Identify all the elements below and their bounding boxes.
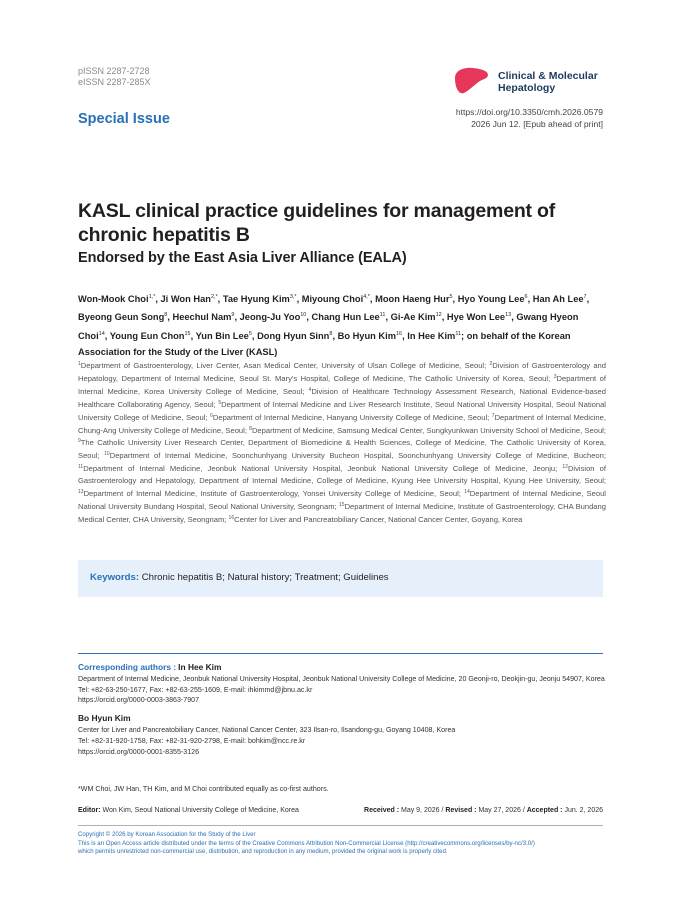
pissn: pISSN 2287-2728: [78, 66, 150, 76]
affiliation-text: Division of Gastroenterology and Hepatology, Department of Internal Medicine, Seoul St. Mary's Hospital, College of Medicine, The Catholic University of Korea, Seoul;: [78, 361, 606, 383]
author-affil-sup: 12: [435, 312, 442, 319]
affiliations: [78, 359, 606, 526]
corresponding-contact-2: Tel: +82-31-920-1758, Fax: +82-31-920-2798, E-mail: bohkim@ncc.re.kr: [78, 736, 306, 745]
affiliation-number: 16: [228, 514, 235, 521]
editor-dates-row: [78, 807, 603, 814]
affiliation-text: The Catholic University Liver Research Center, Department of Biomedicine & Health Sciences, College of Medicine, The Catholic University of Korea, Seoul;: [78, 438, 606, 461]
copyright-line-3: which permits unrestricted non-commercial use, distribution, and reproduction in any medium, provided the original work is properly cited.: [78, 848, 448, 856]
affiliation-number: 9: [78, 438, 81, 445]
author-affil-sup: 9: [231, 312, 235, 319]
author-name: Dong Hyun Sinn$^8$: [257, 330, 333, 341]
author-name: Ji Won Han$^{2,*}$: [160, 294, 218, 304]
author-affil-sup: 3,*: [289, 294, 297, 300]
received-date: May 9, 2026 /: [401, 807, 444, 814]
affiliation-text: Department of Internal Medicine, Institute of Gastroenterology, Yonsei University College of Medicine, Seoul;: [83, 489, 461, 499]
editor-label: Editor:: [78, 807, 101, 814]
affiliation-number: 11: [78, 464, 84, 471]
affiliation-text: Department of Internal Medicine and Liver Research Institute, Seoul National University Hospital, Seoul National University College of Medicine, Seoul;: [78, 399, 606, 422]
affiliation-number: 5: [218, 399, 222, 406]
author-name: Gwang Hyeon Choi$^{14}$: [78, 312, 579, 341]
author-name: Yun Bin Lee$^5$: [195, 330, 252, 341]
corresponding-orcid-1[interactable]: https://orcid.org/0000-0003-3863-7907: [78, 696, 200, 705]
affiliation-number: 6: [210, 412, 213, 419]
keywords-box: [78, 560, 603, 597]
affiliation-text: Department of Internal Medicine, Seoul National University Bundang Hospital, Seoul National University, Seongnam;: [78, 489, 606, 511]
author-affil-sup: 10: [300, 312, 307, 319]
author-name: Gi-Ae Kim$^{12}$: [390, 312, 442, 323]
author-affil-sup: 11: [379, 312, 386, 319]
author-affil-sup: 13: [505, 312, 512, 319]
author-name: Tae Hyung Kim$^{3,*}$: [222, 294, 297, 304]
journal-name-line1: Clinical & Molecular: [498, 70, 598, 82]
affiliation-text: Department of Gastroenterology, Liver Center, Asan Medical Center, University of Ulsan College of Medicine, Seoul;: [80, 361, 487, 370]
affiliation-number: 4: [308, 386, 312, 393]
author-affil-sup: 5: [248, 330, 252, 337]
received-label: Received :: [364, 807, 400, 814]
corresponding-orcid-2[interactable]: https://orcid.org/0000-0001-8355-3126: [78, 747, 200, 756]
affiliation-text: Division of Gastroenterology and Hepatology, Department of Internal Medicine, College of Medicine, Kyung Hee University Hospital, Kyung Hee University, Seoul;: [78, 464, 606, 486]
affiliation-text: Department of Internal Medicine, Korea University College of Medicine, Seoul;: [78, 373, 606, 396]
corresponding-contact-1: Tel: +82-63-250-1677, Fax: +82-63-255-1609, E-mail: ihkimmd@jbnu.ac.kr: [78, 685, 313, 694]
author-affil-sup: 14: [98, 330, 105, 337]
doi-block: [456, 106, 603, 130]
corresponding-name-1: In Hee Kim: [178, 662, 222, 672]
author-affil-sup: 8: [164, 312, 168, 319]
footer-divider: [78, 825, 603, 826]
corresponding-authors: [78, 662, 606, 764]
author-name: Han Ah Lee$^7$: [532, 294, 587, 304]
author-affil-sup: 16: [395, 330, 403, 337]
author-affil-sup: 7: [583, 294, 587, 300]
author-name: Miyoung Choi$^{4,*}$: [301, 294, 370, 304]
affiliation-text: Department of Internal Medicine, Chung-Ang University College of Medicine, Seoul;: [78, 412, 606, 435]
affiliation-number: 3: [553, 373, 557, 380]
corresponding-address-1: Department of Internal Medicine, Jeonbuk National University Hospital, Jeonbuk National University College of Medicine, 20 Geonji-ro, Deokjin-gu, Jeonju 54907, Korea: [78, 675, 605, 683]
affiliation-number: 12: [562, 464, 568, 471]
affiliation-number: 7: [491, 412, 495, 419]
affiliation-number: 14: [464, 489, 470, 496]
author-list: Won-Mook Choi$^{1,*}$, Ji Won Han$^{2,*}$, Tae Hyung Kim$^{3,*}$, Miyoung Choi$^{4,*}$, Moon Haeng Hur$^5$, Hyo Young Lee$^6$, Han Ah Lee$^7$, Byeong Geun Song$^8$, Heechul Nam$^9$, Jeong-Ju Yoo$^{10}$, Chang Hun Lee$^{11}$, Gi-Ae Kim$^{12}$, Hye Won Lee$^{13}$, Gwang Hyeon Choi$^{14}$, Young Eun Chon$^{15}$, Yun Bin Lee$^5$, Dong Hyun Sinn$^8$, Bo Hyun Kim$^{16}$, In Hee Kim$^{11}$; on behalf of the Korean Association for the Study of the Liver (KASL): [78, 294, 590, 358]
article-title: KASL clinical practice guidelines for management of chronic hepatitis B: [78, 200, 556, 246]
author-affil-sup: 5: [449, 294, 453, 300]
author-affil-sup: 1,*: [148, 294, 156, 300]
affiliation-text: Department of Medicine, Samsung Medical Center, Sungkyunkwan University School of Medicine, Seoul;: [251, 425, 606, 435]
accepted-label: Accepted :: [526, 807, 563, 814]
copyright-line-1: Copyright © 2026 by Korean Association for the Study of the Liver: [78, 831, 256, 838]
affiliation-number: 2: [489, 361, 493, 367]
doi-link[interactable]: https://doi.org/10.3350/cmh.2026.0579: [455, 107, 603, 117]
divider: [78, 653, 603, 654]
journal-name: [498, 71, 598, 94]
affiliation-number: 1: [78, 361, 81, 367]
corresponding-name-2: Bo Hyun Kim: [78, 713, 131, 724]
eissn: eISSN 2287-285X: [78, 77, 151, 87]
author-name: Moon Haeng Hur$^5$: [375, 294, 453, 304]
accepted-date: Jun. 2, 2026: [564, 807, 603, 814]
affiliation-text: Department of Internal Medicine, Jeonbuk National University Hospital, Jeonbuk National University College of Medicine, Jeonju;: [83, 464, 558, 474]
affiliation-number: 10: [104, 451, 110, 458]
author-name: Chang Hun Lee$^{11}$: [311, 312, 386, 323]
liver-logo-icon: [452, 66, 490, 98]
affiliation-text: Center for Liver and Pancreatobiliary Cancer, National Cancer Center, Goyang, Korea: [234, 514, 523, 524]
authors-suffix: ; on behalf of the Korean Association for the Study of the Liver (KASL): [78, 330, 571, 358]
author-name: Heechul Nam$^9$: [172, 312, 235, 323]
author-name: Byeong Geun Song$^8$: [78, 312, 168, 323]
author-affil-sup: 15: [184, 330, 191, 337]
editor-text: Won Kim, Seoul National University College of Medicine, Korea: [102, 807, 299, 814]
copyright-block: [78, 831, 606, 857]
affiliation-text: Department of Internal Medicine, Hanyang University College of Medicine, Seoul;: [212, 412, 490, 422]
co-first-footnote: *WM Choi, JW Han, TH Kim, and M Choi contributed equally as co-first authors.: [78, 785, 329, 793]
affiliation-text: Department of Internal Medicine, Institute of Gastroenterology, CHA Bundang Medical Center, CHA University, Seongnam;: [78, 501, 606, 524]
article-subtitle: Endorsed by the East Asia Liver Alliance (EALA): [78, 250, 407, 266]
author-name: Hyo Young Lee$^6$: [457, 294, 528, 304]
corresponding-address-2: Center for Liver and Pancreatobiliary Cancer, National Cancer Center, 323 Ilsan-ro, Ilsandong-gu, Goyang 10408, Korea: [78, 726, 456, 735]
author-name: In Hee Kim$^{11}$: [407, 330, 462, 341]
author-affil-sup: 8: [329, 330, 333, 337]
affiliation-number: 13: [78, 489, 84, 496]
revised-label: Revised :: [445, 807, 477, 814]
author-name: Hye Won Lee$^{13}$: [446, 312, 512, 323]
author-affil-sup: 11: [455, 330, 462, 337]
revised-date: May 27, 2026 /: [478, 807, 525, 814]
affiliation-text: Division of Healthcare Technology Assessment Research, National Evidence-based Healthcare Collaborating Agency, Seoul;: [78, 386, 606, 409]
affiliation-number: 8: [249, 425, 252, 432]
author-affil-sup: 4,*: [363, 294, 370, 300]
keywords-text: Chronic hepatitis B; Natural history; Treatment; Guidelines: [141, 572, 389, 583]
author-name: Jeong-Ju Yoo$^{10}$: [239, 312, 307, 323]
author-affil-sup: 6: [524, 294, 528, 300]
article-dates: [364, 807, 603, 814]
author-name: Won-Mook Choi$^{1,*}$: [78, 294, 156, 304]
copyright-line-2: This is an Open Access article distributed under the terms of the Creative Commons Attribution Non-Commercial License (http://creativecommons.org/licenses/by-nc/3.0/): [78, 839, 535, 847]
affiliation-text: Department of Internal Medicine, Soonchunhyang University Bucheon Hospital, Soonchunhyang University College of Medicine, Bucheon;: [109, 451, 606, 461]
author-affil-sup: 2,*: [210, 294, 218, 300]
section-label: Special Issue: [78, 111, 170, 127]
author-name: Young Eun Chon$^{15}$: [109, 330, 191, 341]
epub-date: 2026 Jun 12. [Epub ahead of print]: [471, 119, 603, 129]
corresponding-label: Corresponding authors :: [78, 662, 177, 672]
journal-name-line2: Hepatology: [498, 81, 556, 94]
keywords-label: Keywords:: [90, 572, 140, 583]
issn-block: [78, 66, 151, 88]
journal-logo: [452, 66, 612, 100]
author-name: Bo Hyun Kim$^{16}$: [337, 330, 403, 341]
affiliation-number: 15: [339, 501, 345, 508]
